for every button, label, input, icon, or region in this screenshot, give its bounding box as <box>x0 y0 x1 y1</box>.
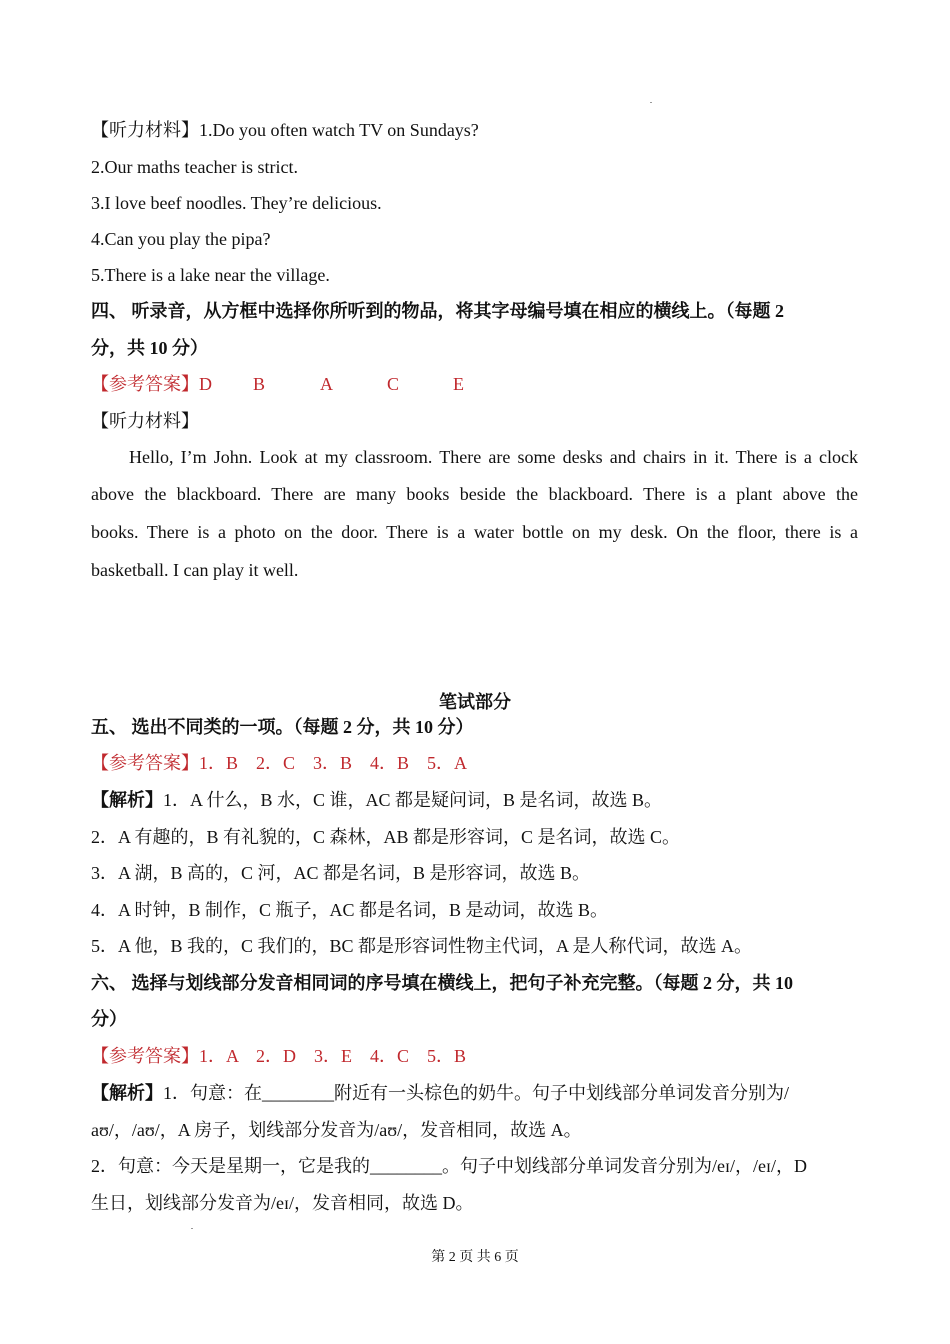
listening-material-label: 【听力材料】 <box>91 120 199 140</box>
section5-answers: 1．B 2．C 3．B 4．B 5．A <box>199 753 468 773</box>
section4-answer-2: B <box>253 374 266 394</box>
listening-material-line-1 <box>91 118 858 142</box>
section5-analysis-label: 【解析】 <box>91 790 163 810</box>
listening-item-4: 4.Can you play the pipa? <box>91 229 271 249</box>
listening-item-1: 1.Do you often watch TV on Sundays? <box>199 120 479 140</box>
section5-analysis-1-text: 1．A 什么，B 水，C 谁，AC 都是疑问词，B 是名词，故选 B。 <box>163 790 663 810</box>
section5-title: 五、 选出不同类的一项。（每题 2 分，共 10 分） <box>91 717 474 737</box>
section4-material-label: 【听力材料】 <box>91 411 199 431</box>
section4-passage-line-1: Hello, I’m John. Look at my classroom. There are some desks and chairs in it. There is a clock <box>129 447 858 467</box>
section4-answer-line <box>91 372 858 396</box>
section6-analysis-1-line1 <box>91 1081 858 1105</box>
scan-dot-bottom <box>191 1228 193 1229</box>
section6-answer-label: 【参考答案】 <box>91 1046 199 1066</box>
section6-analysis-2-line1: 2．句意：今天是星期一，它是我的________。句子中划线部分单词发音分别为/eɪ/，/eɪ/，D <box>91 1156 807 1176</box>
section4-title-line2: 分，共 10 分） <box>91 338 208 358</box>
section6-answer-line <box>91 1044 858 1068</box>
section4-answer-label: 【参考答案】 <box>91 374 199 394</box>
section5-answer-line <box>91 751 858 775</box>
scan-dot-top <box>650 102 652 103</box>
section5-analysis-4: 4．A 时钟，B 制作，C 瓶子，AC 都是名词，B 是动词，故选 B。 <box>91 900 609 920</box>
section4-passage-line-3: books. There is a photo on the door. There is a water bottle on my desk. On the floor, there is a <box>91 522 858 542</box>
listening-item-3: 3.I love beef noodles. They’re delicious. <box>91 193 382 213</box>
section4-answer-1: D <box>199 374 212 394</box>
section6-analysis-1-text: 1．句意：在________附近有一头棕色的奶牛。句子中划线部分单词发音分别为/ <box>163 1083 789 1103</box>
section5-analysis-5: 5．A 他，B 我的，C 我们的，BC 都是形容词性物主代词，A 是人称代词，故选 A。 <box>91 936 753 956</box>
section4-passage-line-4: basketball. I can play it well. <box>91 560 299 580</box>
section4-passage-line-2: above the blackboard. There are many books beside the blackboard. There is a plant above the <box>91 484 858 504</box>
page-footer: 第 2 页 共 6 页 <box>431 1250 519 1265</box>
section4-answer-3: A <box>320 374 333 394</box>
section5-analysis-1 <box>91 788 858 812</box>
section5-analysis-3: 3．A 湖，B 高的，C 河，AC 都是名词，B 是形容词，故选 B。 <box>91 863 591 883</box>
section4-answer-4: C <box>387 374 400 394</box>
section6-title-line1: 六、 选择与划线部分发音相同词的序号填在横线上，把句子补充完整。（每题 2 分，共 10 <box>91 973 793 993</box>
listening-item-5: 5.There is a lake near the village. <box>91 265 330 285</box>
section4-title-line1: 四、 听录音，从方框中选择你所听到的物品，将其字母编号填在相应的横线上。（每题 2 <box>91 301 784 321</box>
section4-answer-5: E <box>453 374 464 394</box>
section6-analysis-1-line2: aʊ/，/aʊ/，A 房子，划线部分发音为/aʊ/，发音相同，故选 A。 <box>91 1120 582 1140</box>
section6-analysis-2-line2: 生日，划线部分发音为/eɪ/，发音相同，故选 D。 <box>91 1193 474 1213</box>
section5-analysis-2: 2．A 有趣的，B 有礼貌的，C 森林，AB 都是形容词，C 是名词，故选 C。 <box>91 827 681 847</box>
section5-answer-label: 【参考答案】 <box>91 753 199 773</box>
section6-title-line2: 分） <box>91 1009 127 1029</box>
section6-analysis-label: 【解析】 <box>91 1083 163 1103</box>
section6-answers: 1．A 2．D 3．E 4．C 5．B <box>199 1046 467 1066</box>
written-part-title: 笔试部分 <box>439 692 511 712</box>
listening-item-2: 2.Our maths teacher is strict. <box>91 157 298 177</box>
